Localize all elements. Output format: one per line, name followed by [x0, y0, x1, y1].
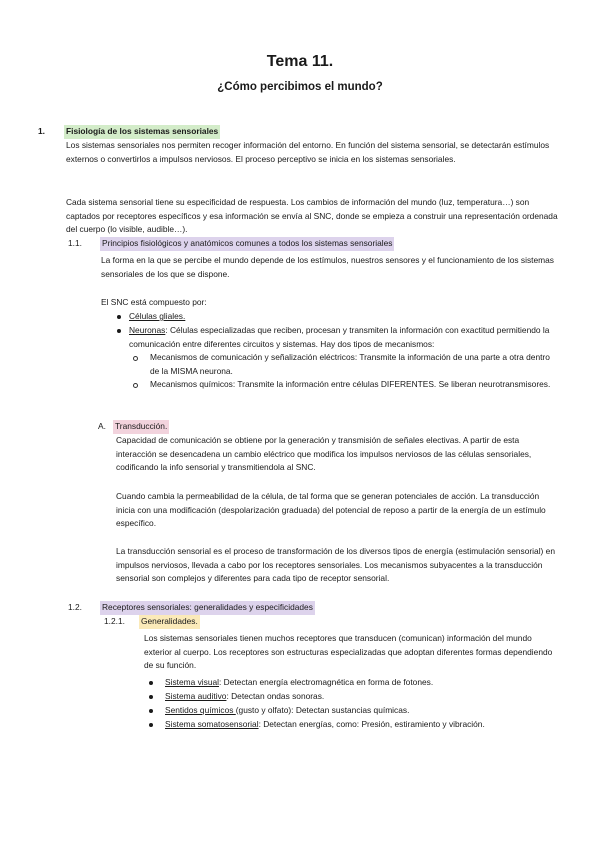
- receptor-item: Sentidos químicos (gusto y olfato): Detectan sustancias químicas.: [165, 705, 410, 715]
- page-subtitle: ¿Cómo percibimos el mundo?: [217, 81, 383, 93]
- sub-bullet-chemical: Mecanismos químicos: Transmite la información entre células DIFERENTES. Se liberan neurotransmisores.: [150, 379, 551, 389]
- sub-bullet-circle: [133, 383, 138, 388]
- bullet-neurons: Neuronas: Células especializadas que reciben, procesan y transmiten la información con exactitud permitiendo la comunicación entre diferentes circuitos y sistemas. Hay dos tipos de mecanismos:: [129, 325, 550, 349]
- bullet-dot: [149, 695, 153, 699]
- sub-bullet-circle: [133, 356, 138, 361]
- section-1-paragraph-1: Los sistemas sensoriales nos permiten recoger información del entorno. En función del sistema sensorial, se detectarán estímulos externos o convertirlos a impulsos nerviosos. El proceso perceptivo se inicia en los sistemas sensoriales.: [66, 140, 550, 164]
- section-1-1-heading: Principios fisiológicos y anatómicos comunes a todos los sistemas sensoriales: [100, 237, 394, 251]
- snc-intro: El SNC está compuesto por:: [101, 297, 207, 307]
- bullet-dot: [149, 681, 153, 685]
- section-1-2-heading: Receptores sensoriales: generalidades y especificidades: [100, 601, 315, 615]
- section-1-2-1-number: 1.2.1.: [104, 616, 125, 626]
- section-1-1-number: 1.1.: [68, 238, 82, 248]
- section-1-1-paragraph: La forma en la que se percibe el mundo depende de los estímulos, nuestros sensores y el funcionamiento de los sistemas sensoriales de los que se dispone.: [101, 255, 554, 279]
- sub-bullet-electric: Mecanismos de comunicación y señalización eléctricos: Transmite la información de una parte a otra dentro de la MISMA neurona.: [150, 352, 550, 376]
- section-1-2-1-paragraph: Los sistemas sensoriales tienen muchos receptores que transducen (comunican) información del mundo exterior al cuerpo. Los receptores son estructuras especializadas que adoptan diferentes formas dependiendo de su función.: [144, 633, 553, 670]
- section-a-heading: Transducción.: [113, 420, 169, 434]
- receptor-item: Sistema auditivo: Detectan ondas sonoras.: [165, 691, 325, 701]
- section-a-paragraph-2: Cuando cambia la permeabilidad de la célula, de tal forma que se generan potenciales de acción. La transducción inicia con una modificación (despolarización graduada) del potencial de reposo a partir de la energía de un estímulo específico.: [116, 491, 546, 528]
- bullet-dot: [117, 315, 121, 319]
- section-1-paragraph-2: Cada sistema sensorial tiene su especificidad de respuesta. Los cambios de información del mundo (luz, temperatura…) son captados por receptores específicos y esa información se envía al SNC, donde se empieza a construir una representación ordenada del cuerpo (lo visible, audible…).: [66, 197, 558, 234]
- section-a-paragraph-3: La transducción sensorial es el proceso de transformación de los diversos tipos de energía (estimulación sensorial) en impulsos nerviosos, llevada a cabo por los receptores sensoriales. Los mecanismos subyacentes a la transducción sensorial son complejos y diferentes para cada tipo de receptor sensorial.: [116, 546, 555, 583]
- section-1-2-number: 1.2.: [68, 602, 82, 612]
- page-title: Tema 11.: [266, 53, 334, 70]
- section-a-label: A.: [98, 421, 106, 431]
- section-1-2-1-heading: Generalidades.: [139, 615, 200, 629]
- bullet-dot: [117, 329, 121, 333]
- bullet-dot: [149, 723, 153, 727]
- section-1-number: 1.: [38, 126, 45, 136]
- receptor-item: Sistema somatosensorial: Detectan energías, como: Presión, estiramiento y vibración.: [165, 719, 485, 729]
- section-a-paragraph-1: Capacidad de comunicación se obtiene por la generación y transmisión de señales electivas. A partir de esta interacción se desencadena un cambio eléctrico que modifica los impulsos nerviosos de las células sensoriales, codificando la info sensorial y transmitiendola al SNC.: [116, 435, 532, 472]
- section-1-heading: Fisiología de los sistemas sensoriales: [64, 125, 220, 139]
- bullet-glial-cells: Células gliales.: [129, 311, 186, 321]
- bullet-dot: [149, 709, 153, 713]
- receptor-item: Sistema visual: Detectan energía electromagnética en forma de fotones.: [165, 677, 434, 687]
